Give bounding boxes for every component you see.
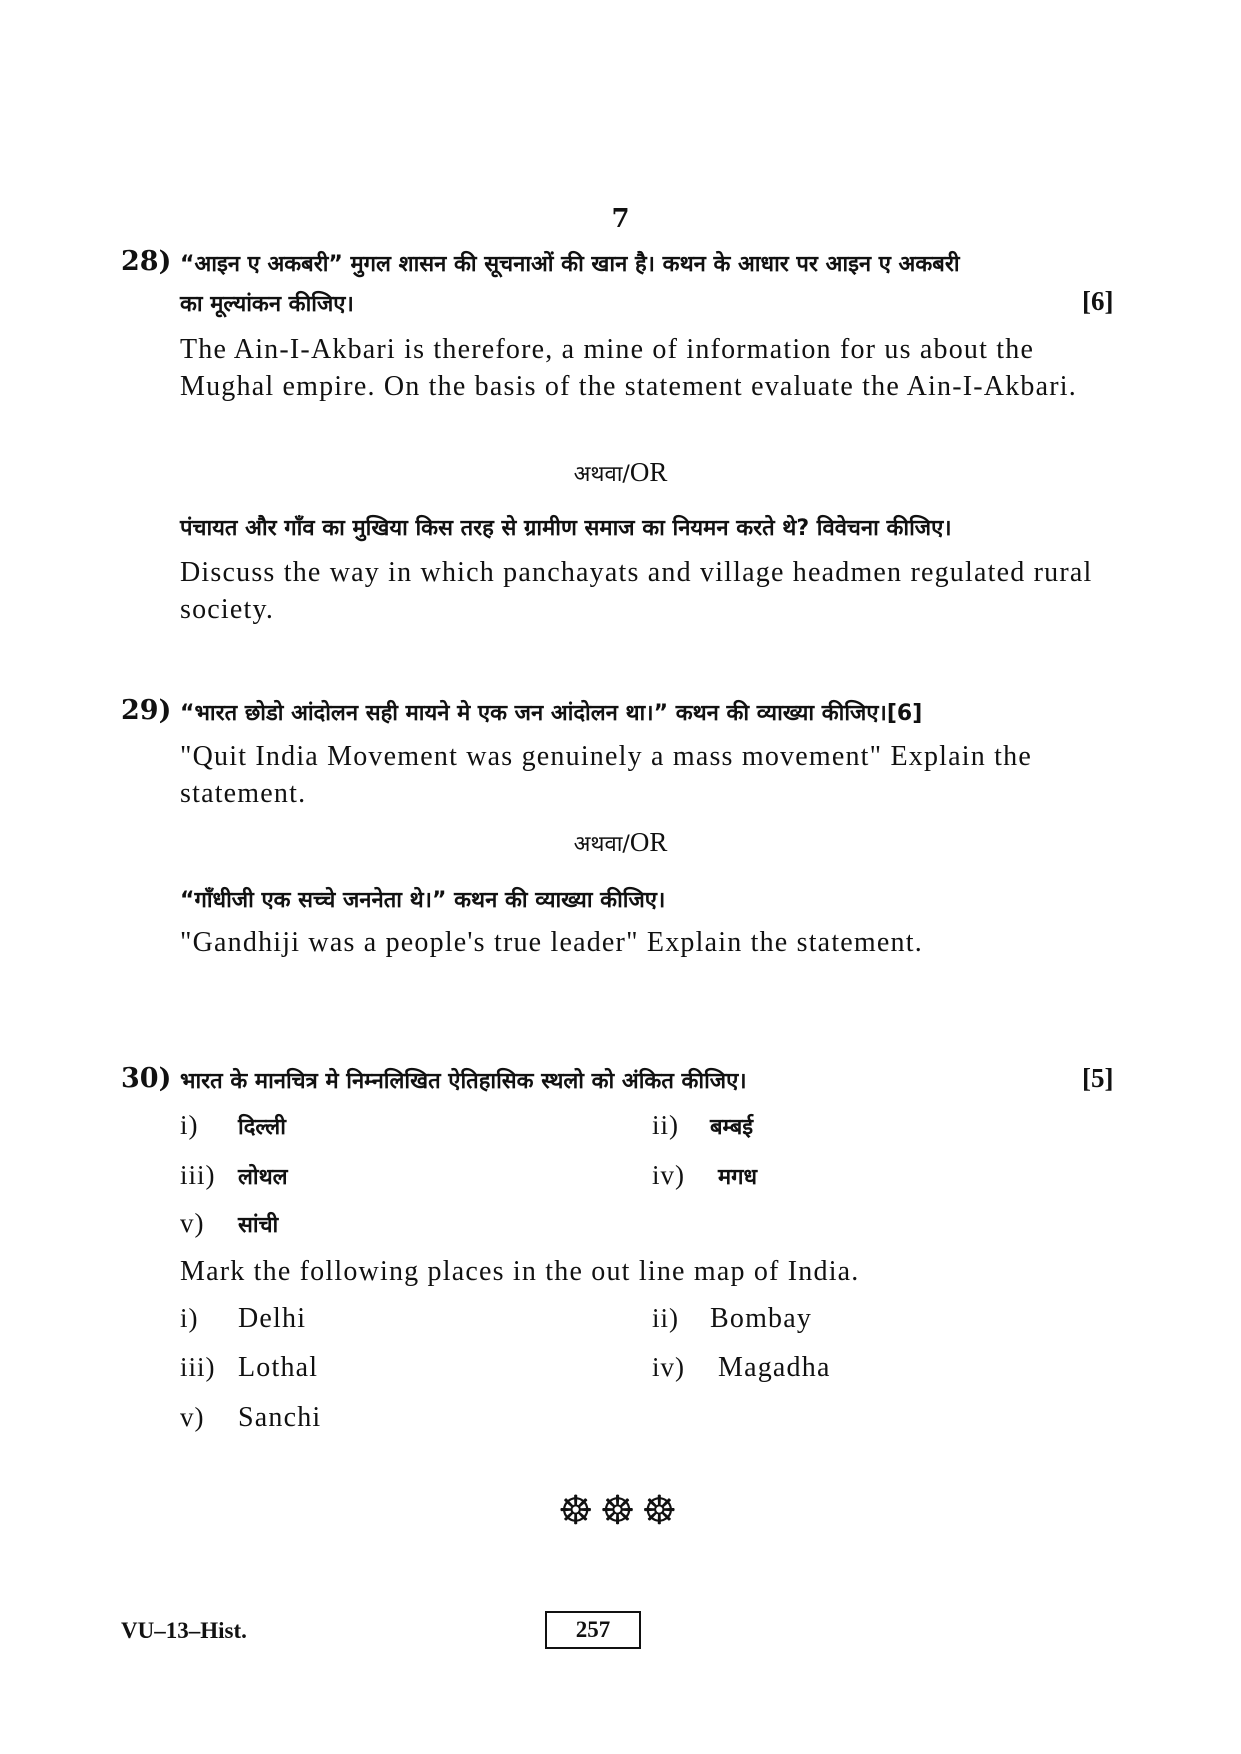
item-place: Delhi [238,1303,307,1334]
item-numeral: i) [180,1110,199,1140]
item-place: दिल्ली [238,1115,286,1140]
page-number-box: 257 [545,1611,641,1649]
or-english: OR [629,827,668,857]
item-place: Magadha [718,1352,831,1383]
item-numeral: v) [180,1402,205,1432]
english-item [652,1352,831,1384]
paper-code: VU–13–Hist. [121,1618,247,1643]
page-number: 7 [611,204,630,234]
question-number: 30) [121,1063,172,1094]
item-place: लोथल [238,1165,288,1190]
question-number: 28) [121,246,172,277]
alternative-hindi: पंचायत और गाँव का मुखिया किस तरह से ग्रामीण समाज का नियमन करते थे? विवेचना कीजिए। [180,516,952,541]
english-item [180,1303,306,1335]
question-english: The Ain-I-Akbari is therefore, a mine of information for us about the Mughal empire. On the basis of the statement evaluate the Ain-I-Akbari. [180,334,1077,402]
english-item [180,1352,318,1384]
item-place: बम्बई [710,1115,754,1140]
item-numeral: ii) [652,1110,679,1140]
alternative-hindi: “गाँधीजी एक सच्चे जननेता थे।” कथन की व्याख्या कीजिए। [180,888,666,913]
marks: [5] [1082,1063,1114,1093]
question-number: 29) [121,695,172,726]
hindi-item [180,1208,278,1239]
item-numeral: iv) [652,1160,685,1190]
item-place: सांची [238,1213,279,1238]
or-hindi: अथवा/ [573,462,630,487]
item-numeral: i) [180,1303,199,1333]
question-english: Mark the following places in the out line map of India. [180,1256,860,1287]
question-hindi: “भारत छोडो आंदोलन सही मायने मे एक जन आंदोलन था।” कथन की व्याख्या कीजिए।[6] [180,701,923,726]
item-numeral: ii) [652,1303,679,1333]
hindi-item [180,1160,288,1191]
item-numeral: iv) [652,1352,685,1382]
alternative-english: Discuss the way in which panchayats and village headmen regulated rural society. [180,557,1093,625]
alternative-english: "Gandhiji was a people's true leader" Explain the statement. [180,927,923,958]
question-hindi-line2: का मूल्यांकन कीजिए। [180,292,354,317]
item-numeral: v) [180,1208,205,1238]
item-place: Lothal [238,1352,319,1383]
item-place: मगध [718,1165,758,1190]
or-english: OR [629,457,668,487]
item-place: Bombay [710,1303,813,1334]
english-item [180,1402,321,1434]
hindi-item [180,1110,286,1141]
or-hindi: अथवा/ [573,832,630,857]
item-place: Sanchi [238,1402,322,1433]
item-numeral: iii) [180,1160,216,1190]
or-separator [0,457,1241,488]
english-item [652,1303,812,1335]
question-hindi: भारत के मानचित्र मे निम्नलिखित ऐतिहासिक स्थलो को अंकित कीजिए। [180,1069,747,1094]
question-english: "Quit India Movement was genuinely a mass movement" Explain the statement. [180,741,1032,809]
marks: [6] [1082,286,1114,316]
item-numeral: iii) [180,1352,216,1382]
or-separator [0,827,1241,858]
hindi-item [652,1160,757,1191]
hindi-item [652,1110,753,1141]
question-hindi-line1: “आइन ए अकबरी” मुगल शासन की सूचनाओं की खान है। कथन के आधार पर आइन ए अकबरी [180,252,960,277]
dharma-wheel-ornament-icon: ☸☸☸ [557,1488,684,1534]
